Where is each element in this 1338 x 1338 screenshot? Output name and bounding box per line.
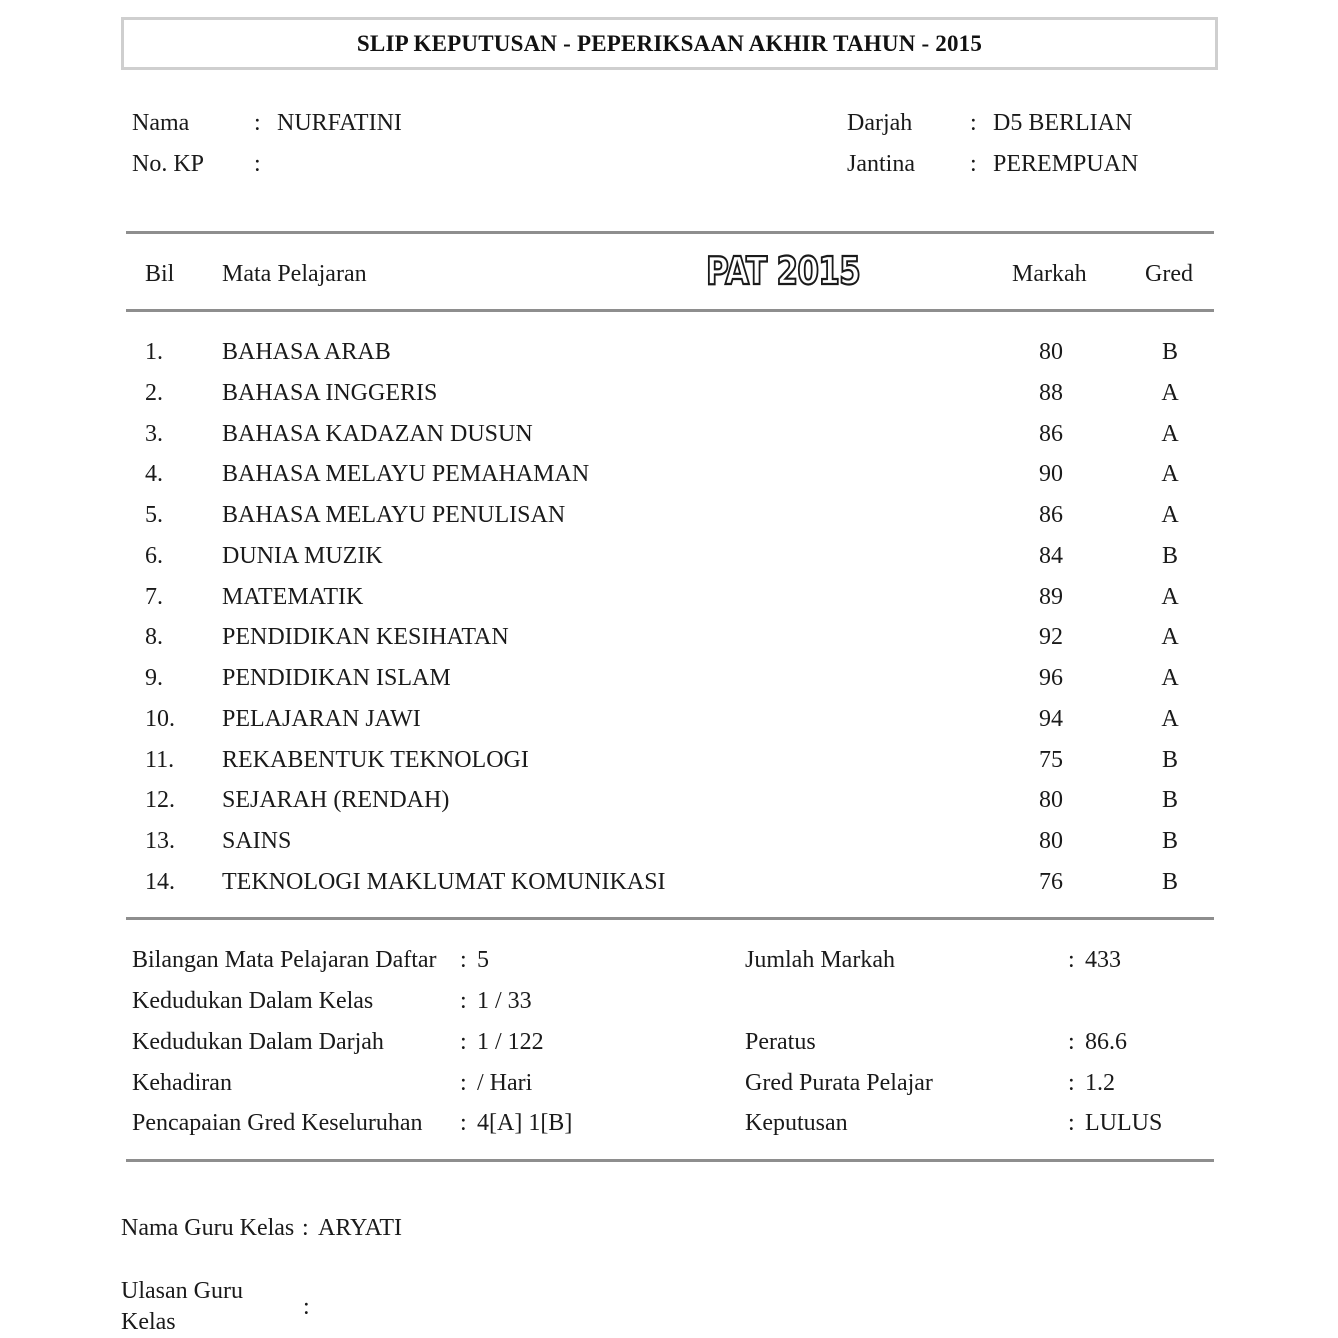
row-bil: 3.	[145, 421, 163, 447]
row-bil: 7.	[145, 584, 163, 610]
row-bil: 5.	[145, 502, 163, 528]
kedudukan-darjah-colon: :	[460, 1029, 467, 1055]
table-row	[0, 625, 1338, 655]
row-gred: A	[1161, 461, 1179, 487]
row-subject: PENDIDIKAN ISLAM	[222, 665, 451, 691]
row-bil: 4.	[145, 461, 163, 487]
table-row	[0, 748, 1338, 778]
table-row	[0, 829, 1338, 859]
table-row	[0, 707, 1338, 737]
bilangan-colon: :	[460, 947, 467, 973]
row-gred: A	[1161, 624, 1179, 650]
row-markah: 90	[1039, 461, 1063, 487]
guru-kelas-value: ARYATI	[318, 1215, 403, 1241]
table-row	[0, 666, 1338, 696]
row-bil: 12.	[145, 787, 175, 813]
ulasan-colon: :	[303, 1294, 310, 1320]
row-bil: 11.	[145, 747, 175, 773]
row-subject: BAHASA MELAYU PENULISAN	[222, 502, 566, 528]
pencapaian-value: 4[A] 1[B]	[477, 1110, 573, 1136]
bilangan-value: 5	[477, 947, 489, 973]
table-row	[0, 340, 1338, 370]
row-subject: PELAJARAN JAWI	[222, 706, 421, 732]
kedudukan-darjah-value: 1 / 122	[477, 1029, 544, 1055]
row-subject: PENDIDIKAN KESIHATAN	[222, 624, 509, 650]
row-markah: 84	[1039, 543, 1063, 569]
row-markah: 92	[1039, 624, 1063, 650]
row-subject: REKABENTUK TEKNOLOGI	[222, 747, 529, 773]
nama-label: Nama	[132, 110, 190, 136]
row-subject: BAHASA ARAB	[222, 339, 391, 365]
table-row	[0, 788, 1338, 818]
keputusan-value: LULUS	[1085, 1110, 1163, 1136]
row-markah: 80	[1039, 787, 1063, 813]
kedudukan-kelas-label: Kedudukan Dalam Kelas	[132, 988, 374, 1014]
row-gred: A	[1161, 380, 1179, 406]
gred-purata-label: Gred Purata Pelajar	[745, 1070, 933, 1096]
ulasan-label-line2: Kelas	[121, 1309, 176, 1335]
row-gred: A	[1161, 502, 1179, 528]
table-bottom-rule	[126, 917, 1214, 920]
jumlah-markah-label: Jumlah Markah	[745, 947, 895, 973]
row-markah: 86	[1039, 421, 1063, 447]
row-subject: BAHASA MELAYU PEMAHAMAN	[222, 461, 590, 487]
row-gred: B	[1161, 828, 1179, 854]
row-markah: 96	[1039, 665, 1063, 691]
kehadiran-value: / Hari	[477, 1070, 533, 1096]
row-markah: 80	[1039, 828, 1063, 854]
row-bil: 13.	[145, 828, 175, 854]
header-top-rule	[126, 231, 1214, 234]
darjah-label: Darjah	[847, 110, 913, 136]
row-gred: B	[1161, 869, 1179, 895]
row-subject: MATEMATIK	[222, 584, 364, 610]
row-subject: SAINS	[222, 828, 292, 854]
peratus-value: 86.6	[1085, 1029, 1127, 1055]
row-gred: B	[1161, 747, 1179, 773]
row-bil: 10.	[145, 706, 175, 732]
row-gred: A	[1161, 584, 1179, 610]
table-row	[0, 422, 1338, 452]
header-bottom-rule	[126, 309, 1214, 312]
jantina-value: PEREMPUAN	[993, 151, 1139, 177]
kehadiran-label: Kehadiran	[132, 1070, 232, 1096]
keputusan-colon: :	[1068, 1110, 1075, 1136]
row-markah: 86	[1039, 502, 1063, 528]
row-subject: BAHASA INGGERIS	[222, 380, 438, 406]
row-bil: 1.	[145, 339, 163, 365]
row-markah: 94	[1039, 706, 1063, 732]
nama-value: NURFATINI	[277, 110, 402, 136]
summary-bottom-rule	[126, 1159, 1214, 1162]
table-row	[0, 462, 1338, 492]
pencapaian-label: Pencapaian Gred Keseluruhan	[132, 1110, 423, 1136]
kedudukan-darjah-label: Kedudukan Dalam Darjah	[132, 1029, 384, 1055]
row-bil: 14.	[145, 869, 175, 895]
table-row	[0, 585, 1338, 615]
header-bil: Bil	[145, 261, 175, 287]
darjah-value: D5 BERLIAN	[993, 110, 1133, 136]
darjah-colon: :	[970, 110, 977, 136]
bilangan-label: Bilangan Mata Pelajaran Daftar	[132, 947, 437, 973]
row-markah: 76	[1039, 869, 1063, 895]
row-markah: 80	[1039, 339, 1063, 365]
row-gred: A	[1161, 665, 1179, 691]
nokp-colon: :	[254, 151, 261, 177]
peratus-colon: :	[1068, 1029, 1075, 1055]
guru-kelas-label: Nama Guru Kelas	[121, 1215, 295, 1241]
table-row	[0, 870, 1338, 900]
row-bil: 9.	[145, 665, 163, 691]
table-row	[0, 381, 1338, 411]
table-row	[0, 544, 1338, 574]
row-gred: B	[1161, 339, 1179, 365]
jantina-label: Jantina	[847, 151, 915, 177]
gred-purata-value: 1.2	[1085, 1070, 1115, 1096]
kedudukan-kelas-colon: :	[460, 988, 467, 1014]
nama-colon: :	[254, 110, 261, 136]
row-gred: A	[1161, 706, 1179, 732]
row-markah: 75	[1039, 747, 1063, 773]
row-markah: 89	[1039, 584, 1063, 610]
jumlah-markah-colon: :	[1068, 947, 1075, 973]
row-gred: B	[1161, 787, 1179, 813]
gred-purata-colon: :	[1068, 1070, 1075, 1096]
table-row	[0, 503, 1338, 533]
row-bil: 2.	[145, 380, 163, 406]
row-subject: DUNIA MUZIK	[222, 543, 383, 569]
row-bil: 8.	[145, 624, 163, 650]
jantina-colon: :	[970, 151, 977, 177]
row-markah: 88	[1039, 380, 1063, 406]
row-subject: BAHASA KADAZAN DUSUN	[222, 421, 533, 447]
ulasan-label-line1: Ulasan Guru	[121, 1278, 243, 1304]
row-subject: SEJARAH (RENDAH)	[222, 787, 450, 813]
nokp-label: No. KP	[132, 151, 205, 177]
pat-2015-stamp: PAT 2015	[706, 249, 860, 293]
row-gred: A	[1161, 421, 1179, 447]
row-bil: 6.	[145, 543, 163, 569]
kehadiran-colon: :	[460, 1070, 467, 1096]
row-subject: TEKNOLOGI MAKLUMAT KOMUNIKASI	[222, 869, 666, 895]
header-subject: Mata Pelajaran	[222, 261, 367, 287]
keputusan-label: Keputusan	[745, 1110, 848, 1136]
peratus-label: Peratus	[745, 1029, 816, 1055]
kedudukan-kelas-value: 1 / 33	[477, 988, 532, 1014]
guru-kelas-colon: :	[302, 1215, 309, 1241]
header-gred: Gred	[1145, 261, 1193, 287]
pencapaian-colon: :	[460, 1110, 467, 1136]
slip-title-box	[121, 17, 1218, 70]
row-gred: B	[1161, 543, 1179, 569]
header-markah: Markah	[1012, 261, 1087, 287]
jumlah-markah-value: 433	[1085, 947, 1121, 973]
slip-title: SLIP KEPUTUSAN - PEPERIKSAAN AKHIR TAHUN - 2015	[356, 30, 983, 56]
